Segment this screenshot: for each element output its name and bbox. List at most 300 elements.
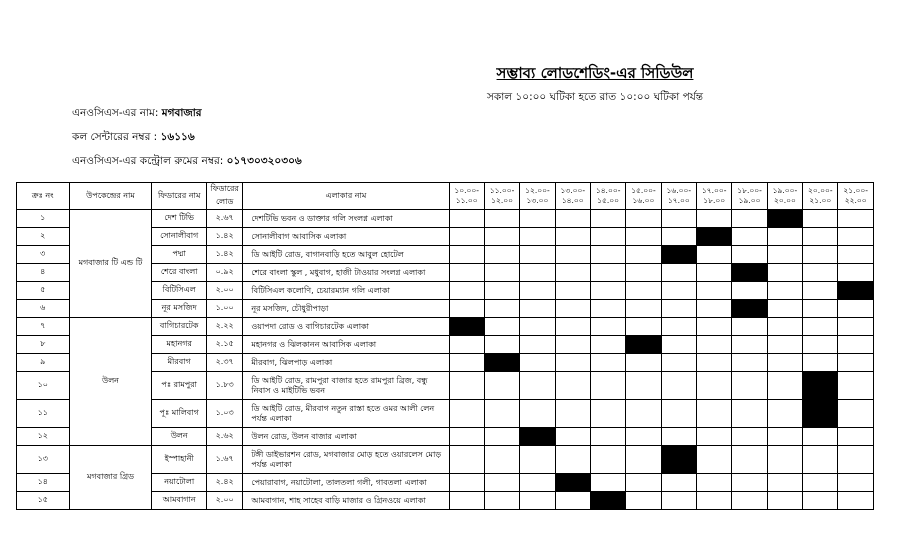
call-center-label: কল সেন্টারের নম্বর : bbox=[72, 131, 158, 143]
header-time-slot bbox=[555, 183, 590, 210]
feeder-cell: উলন bbox=[152, 428, 207, 446]
slot-cell bbox=[697, 246, 732, 264]
slot-cell bbox=[449, 282, 484, 300]
time-slot-end: ১৬.০০ bbox=[632, 196, 655, 205]
slot-cell bbox=[803, 336, 838, 354]
slot-cell bbox=[697, 372, 732, 400]
slot-cell bbox=[661, 400, 696, 428]
slot-cell bbox=[520, 318, 555, 336]
header-time-slot bbox=[590, 183, 625, 210]
slot-cell bbox=[484, 428, 519, 446]
slot-cell bbox=[484, 210, 519, 228]
shed-slot-cell bbox=[626, 336, 661, 354]
slot-cell bbox=[838, 446, 874, 474]
slot-cell bbox=[803, 446, 838, 474]
slot-cell bbox=[838, 246, 874, 264]
time-slot-end: ২২.০০ bbox=[844, 196, 867, 205]
shed-slot-cell bbox=[590, 492, 625, 510]
header-time-slot bbox=[626, 183, 661, 210]
feeder-cell: আমবাগান bbox=[152, 492, 207, 510]
shed-slot-cell bbox=[803, 400, 838, 428]
area-cell: নূর মসজিদ, চৌধুরীপাড়া bbox=[243, 300, 449, 318]
slot-cell bbox=[838, 210, 874, 228]
table-row bbox=[17, 446, 874, 474]
slot-cell bbox=[555, 264, 590, 282]
time-slot-start: ১১.০০- bbox=[489, 186, 515, 195]
slot-cell bbox=[697, 318, 732, 336]
slot-cell bbox=[484, 492, 519, 510]
slot-cell bbox=[590, 210, 625, 228]
time-slot-start: ১৮.০০- bbox=[737, 186, 762, 195]
feeder-cell: বিটিসিএল bbox=[152, 282, 207, 300]
slot-cell bbox=[449, 336, 484, 354]
slot-cell bbox=[838, 264, 874, 282]
load-cell: ১.৪২ bbox=[206, 246, 242, 264]
slot-cell bbox=[555, 210, 590, 228]
table-row bbox=[17, 318, 874, 336]
slot-cell bbox=[661, 264, 696, 282]
slot-cell bbox=[626, 228, 661, 246]
slot-cell bbox=[697, 210, 732, 228]
control-room-value: ০১৭৩০৩২০৩০৬ bbox=[226, 155, 302, 167]
feeder-cell: মীরবাগ bbox=[152, 354, 207, 372]
slot-cell bbox=[484, 474, 519, 492]
slot-cell bbox=[838, 318, 874, 336]
control-room-label: এনওসিএস-এর কন্ট্রোল রুমের নম্বর: bbox=[72, 155, 224, 167]
call-center-value: ১৬১১৬ bbox=[160, 131, 195, 143]
area-cell: মহানগর ও ঝিলকানন আবাসিক এলাকা bbox=[243, 336, 449, 354]
area-cell: টঙ্গী ডাইভারশন রোড, মগবাজার মোড় হতে ওয়ারলেস মোড় পর্যন্ত এলাকা bbox=[243, 446, 449, 474]
area-cell: সোনালীবাগ আবাসিক এলাকা bbox=[243, 228, 449, 246]
slot-cell bbox=[484, 300, 519, 318]
slot-cell bbox=[767, 492, 802, 510]
time-slot-start: ১০.০০- bbox=[454, 186, 479, 195]
serial-cell: ১৫ bbox=[17, 492, 70, 510]
schedule-title-block bbox=[300, 62, 890, 107]
slot-cell bbox=[590, 428, 625, 446]
slot-cell bbox=[661, 282, 696, 300]
slot-cell bbox=[626, 282, 661, 300]
load-cell: ২.৩৭ bbox=[206, 354, 242, 372]
shed-slot-cell bbox=[803, 372, 838, 400]
slot-cell bbox=[484, 264, 519, 282]
slot-cell bbox=[449, 372, 484, 400]
serial-cell: ৮ bbox=[17, 336, 70, 354]
slot-cell bbox=[767, 474, 802, 492]
slot-cell bbox=[520, 372, 555, 400]
slot-cell bbox=[732, 492, 767, 510]
slot-cell bbox=[590, 336, 625, 354]
header-time-slot bbox=[697, 183, 732, 210]
slot-cell bbox=[767, 282, 802, 300]
slot-cell bbox=[697, 446, 732, 474]
serial-cell: ১০ bbox=[17, 372, 70, 400]
load-cell: ১.৮৩ bbox=[206, 372, 242, 400]
slot-cell bbox=[555, 372, 590, 400]
time-slot-start: ১৩.০০- bbox=[560, 186, 586, 195]
slot-cell bbox=[767, 400, 802, 428]
slot-cell bbox=[555, 428, 590, 446]
slot-cell bbox=[555, 300, 590, 318]
area-cell: ওয়াপদা রোড ও বাগিচারটেক এলাকা bbox=[243, 318, 449, 336]
substation-cell: মগবাজার গ্রিড bbox=[69, 446, 152, 510]
nocs-name-line bbox=[72, 106, 202, 123]
area-cell: বিটিসিএল কলোণি, চেয়ারম্যান গলি এলাকা bbox=[243, 282, 449, 300]
slot-cell bbox=[590, 318, 625, 336]
slot-cell bbox=[697, 474, 732, 492]
slot-cell bbox=[732, 336, 767, 354]
slot-cell bbox=[626, 372, 661, 400]
serial-cell: ১ bbox=[17, 210, 70, 228]
slot-cell bbox=[803, 492, 838, 510]
slot-cell bbox=[803, 318, 838, 336]
slot-cell bbox=[767, 246, 802, 264]
header-time-slot bbox=[484, 183, 519, 210]
slot-cell bbox=[520, 336, 555, 354]
loadshedding-table bbox=[16, 182, 874, 510]
shed-slot-cell bbox=[520, 428, 555, 446]
feeder-cell: পূঃ মালিবাগ bbox=[152, 400, 207, 428]
slot-cell bbox=[520, 354, 555, 372]
area-cell: দেশটিভি ভবন ও ডাক্তার গলি সংলগ্ন এলাকা bbox=[243, 210, 449, 228]
load-cell: ১.০০ bbox=[206, 300, 242, 318]
slot-cell bbox=[590, 354, 625, 372]
table-row bbox=[17, 210, 874, 228]
serial-cell: ৪ bbox=[17, 264, 70, 282]
time-slot-end: ১৯.০০ bbox=[738, 196, 761, 205]
slot-cell bbox=[767, 372, 802, 400]
slot-cell bbox=[626, 400, 661, 428]
time-slot-start: ১৯.০০- bbox=[772, 186, 798, 195]
slot-cell bbox=[767, 428, 802, 446]
nocs-name-value: মগবাজার bbox=[161, 107, 202, 119]
page-title: সম্ভাব্য লোডশেডিং-এর সিডিউল bbox=[496, 64, 694, 82]
slot-cell bbox=[838, 336, 874, 354]
time-slot-end: ২০.০০ bbox=[773, 196, 796, 205]
slot-cell bbox=[520, 300, 555, 318]
slot-cell bbox=[697, 428, 732, 446]
slot-cell bbox=[449, 246, 484, 264]
slot-cell bbox=[732, 228, 767, 246]
slot-cell bbox=[697, 336, 732, 354]
time-slot-end: ১২.০০ bbox=[491, 196, 513, 205]
slot-cell bbox=[520, 446, 555, 474]
serial-cell: ১১ bbox=[17, 400, 70, 428]
area-cell: মীরবাগ, ঝিলপাড় এলাকা bbox=[243, 354, 449, 372]
time-slot-end: ১৮.০০ bbox=[703, 196, 726, 205]
slot-cell bbox=[590, 264, 625, 282]
slot-cell bbox=[555, 354, 590, 372]
slot-cell bbox=[449, 354, 484, 372]
feeder-cell: নূর মসজিদ bbox=[152, 300, 207, 318]
header-time-slot bbox=[838, 183, 874, 210]
slot-cell bbox=[661, 372, 696, 400]
serial-cell: ২ bbox=[17, 228, 70, 246]
slot-cell bbox=[697, 300, 732, 318]
slot-cell bbox=[555, 228, 590, 246]
slot-cell bbox=[767, 264, 802, 282]
call-center-line bbox=[72, 130, 195, 147]
slot-cell bbox=[661, 492, 696, 510]
slot-cell bbox=[732, 428, 767, 446]
substation-cell: মগবাজার টি এন্ড টি bbox=[69, 210, 152, 318]
shed-slot-cell bbox=[661, 246, 696, 264]
slot-cell bbox=[697, 264, 732, 282]
nocs-name-label: এনওসিএস-এর নাম: bbox=[72, 107, 159, 119]
header-time-slot bbox=[661, 183, 696, 210]
slot-cell bbox=[838, 474, 874, 492]
slot-cell bbox=[449, 428, 484, 446]
feeder-cell: সোনালীবাগ bbox=[152, 228, 207, 246]
load-cell: ২.৬৭ bbox=[206, 210, 242, 228]
load-cell: ২.২২ bbox=[206, 318, 242, 336]
time-slot-start: ১৭.০০- bbox=[701, 186, 727, 195]
slot-cell bbox=[520, 400, 555, 428]
time-slot-start: ১২.০০- bbox=[525, 186, 550, 195]
slot-cell bbox=[838, 492, 874, 510]
slot-cell bbox=[449, 400, 484, 428]
area-cell: ডি আইটি রোড, রামপুরা বাজার হতে রামপুরা ব্রিজ, বন্ধু নিবাস ও মাইটিভি ভবন bbox=[243, 372, 449, 400]
slot-cell bbox=[626, 210, 661, 228]
load-cell: ২.১৫ bbox=[206, 336, 242, 354]
feeder-cell: মহানগর bbox=[152, 336, 207, 354]
slot-cell bbox=[555, 318, 590, 336]
slot-cell bbox=[484, 246, 519, 264]
slot-cell bbox=[520, 246, 555, 264]
load-cell: ২.০০ bbox=[206, 492, 242, 510]
feeder-cell: পদ্মা bbox=[152, 246, 207, 264]
slot-cell bbox=[484, 400, 519, 428]
slot-cell bbox=[626, 428, 661, 446]
feeder-cell: পঃ রামপুরা bbox=[152, 372, 207, 400]
slot-cell bbox=[520, 264, 555, 282]
slot-cell bbox=[803, 210, 838, 228]
time-slot-end: ১৫.০০ bbox=[597, 196, 620, 205]
slot-cell bbox=[838, 372, 874, 400]
slot-cell bbox=[626, 264, 661, 282]
serial-cell: ১২ bbox=[17, 428, 70, 446]
slot-cell bbox=[520, 492, 555, 510]
serial-cell: ৩ bbox=[17, 246, 70, 264]
load-cell: ১.০৩ bbox=[206, 400, 242, 428]
load-cell: ২.৬২ bbox=[206, 428, 242, 446]
time-slot-end: ১১.০০ bbox=[455, 196, 478, 205]
slot-cell bbox=[697, 400, 732, 428]
slot-cell bbox=[590, 282, 625, 300]
serial-cell: ১৩ bbox=[17, 446, 70, 474]
slot-cell bbox=[626, 492, 661, 510]
serial-cell: ১৪ bbox=[17, 474, 70, 492]
slot-cell bbox=[767, 446, 802, 474]
slot-cell bbox=[449, 210, 484, 228]
slot-cell bbox=[661, 300, 696, 318]
slot-cell bbox=[661, 228, 696, 246]
slot-cell bbox=[661, 428, 696, 446]
shed-slot-cell bbox=[555, 474, 590, 492]
slot-cell bbox=[449, 446, 484, 474]
slot-cell bbox=[484, 446, 519, 474]
shed-slot-cell bbox=[484, 354, 519, 372]
shed-slot-cell bbox=[732, 300, 767, 318]
slot-cell bbox=[626, 474, 661, 492]
shed-slot-cell bbox=[697, 228, 732, 246]
header-serial: ক্রঃ নং bbox=[17, 183, 70, 210]
area-cell: ডি আইটি রোড, মীরবাগ নতুন রাস্তা হতে ওমর আলী লেন পর্যন্ত এলাকা bbox=[243, 400, 449, 428]
slot-cell bbox=[732, 318, 767, 336]
serial-cell: ৫ bbox=[17, 282, 70, 300]
slot-cell bbox=[520, 228, 555, 246]
page-subtitle: সকাল ১০:০০ ঘটিকা হতে রাত ১০:০০ ঘটিকা পর্যন্ত bbox=[486, 91, 704, 103]
slot-cell bbox=[732, 282, 767, 300]
slot-cell bbox=[484, 318, 519, 336]
slot-cell bbox=[838, 428, 874, 446]
header-substation: উপকেন্দ্রের নাম bbox=[69, 183, 152, 210]
time-slot-start: ১৪.০০- bbox=[595, 186, 621, 195]
slot-cell bbox=[803, 246, 838, 264]
header-time-slot bbox=[767, 183, 802, 210]
slot-cell bbox=[803, 300, 838, 318]
shed-slot-cell bbox=[449, 318, 484, 336]
header-time-slot bbox=[803, 183, 838, 210]
slot-cell bbox=[590, 474, 625, 492]
serial-cell: ৭ bbox=[17, 318, 70, 336]
slot-cell bbox=[803, 354, 838, 372]
slot-cell bbox=[661, 474, 696, 492]
time-slot-start: ১৬.০০- bbox=[666, 186, 692, 195]
slot-cell bbox=[697, 354, 732, 372]
slot-cell bbox=[555, 246, 590, 264]
feeder-cell: শেরে বাংলা bbox=[152, 264, 207, 282]
slot-cell bbox=[484, 372, 519, 400]
slot-cell bbox=[767, 354, 802, 372]
slot-cell bbox=[803, 428, 838, 446]
slot-cell bbox=[732, 400, 767, 428]
slot-cell bbox=[838, 400, 874, 428]
time-slot-start: ২১.০০- bbox=[843, 186, 869, 195]
slot-cell bbox=[590, 446, 625, 474]
header-time-slot bbox=[449, 183, 484, 210]
time-slot-end: ১৪.০০ bbox=[561, 196, 584, 205]
slot-cell bbox=[732, 372, 767, 400]
slot-cell bbox=[767, 336, 802, 354]
serial-cell: ৬ bbox=[17, 300, 70, 318]
slot-cell bbox=[590, 300, 625, 318]
header-feeder: ফিডারের নাম bbox=[152, 183, 207, 210]
area-cell: আমবাগান, শাহ সাহেব বাড়ি মাজার ও গ্রিনওয়ে এলাকা bbox=[243, 492, 449, 510]
header-area: এলাকার নাম bbox=[243, 183, 449, 210]
slot-cell bbox=[449, 264, 484, 282]
slot-cell bbox=[590, 246, 625, 264]
table-body bbox=[17, 210, 874, 510]
time-slot-start: ২০.০০- bbox=[807, 186, 833, 195]
shed-slot-cell bbox=[661, 446, 696, 474]
slot-cell bbox=[449, 492, 484, 510]
slot-cell bbox=[767, 300, 802, 318]
slot-cell bbox=[732, 474, 767, 492]
slot-cell bbox=[838, 354, 874, 372]
load-cell: ০.৯২ bbox=[206, 264, 242, 282]
control-room-line bbox=[72, 154, 302, 171]
area-cell: পেয়ারাবাগ, নয়াটোলা, তালতলা গলী, গাবতলা এলাকা bbox=[243, 474, 449, 492]
time-slot-end: ২১.০০ bbox=[809, 196, 832, 205]
feeder-cell: ইস্পাহানী bbox=[152, 446, 207, 474]
slot-cell bbox=[484, 336, 519, 354]
slot-cell bbox=[732, 246, 767, 264]
slot-cell bbox=[555, 336, 590, 354]
slot-cell bbox=[449, 228, 484, 246]
slot-cell bbox=[626, 446, 661, 474]
table-header-row bbox=[17, 183, 874, 210]
slot-cell bbox=[803, 474, 838, 492]
slot-cell bbox=[555, 400, 590, 428]
area-cell: উলন রোড, উলন বাজার এলাকা bbox=[243, 428, 449, 446]
slot-cell bbox=[697, 282, 732, 300]
slot-cell bbox=[590, 372, 625, 400]
feeder-cell: নয়াটোলা bbox=[152, 474, 207, 492]
slot-cell bbox=[732, 210, 767, 228]
shed-slot-cell bbox=[732, 264, 767, 282]
serial-cell: ৯ bbox=[17, 354, 70, 372]
header-time-slot bbox=[520, 183, 555, 210]
time-slot-end: ১৭.০০ bbox=[667, 196, 690, 205]
slot-cell bbox=[732, 446, 767, 474]
slot-cell bbox=[626, 318, 661, 336]
slot-cell bbox=[697, 492, 732, 510]
slot-cell bbox=[555, 446, 590, 474]
slot-cell bbox=[449, 474, 484, 492]
time-slot-start: ১৫.০০- bbox=[631, 186, 656, 195]
slot-cell bbox=[732, 354, 767, 372]
slot-cell bbox=[590, 228, 625, 246]
slot-cell bbox=[803, 228, 838, 246]
slot-cell bbox=[555, 282, 590, 300]
slot-cell bbox=[661, 210, 696, 228]
load-cell: ১.৬৭ bbox=[206, 446, 242, 474]
substation-cell: উলন bbox=[69, 318, 152, 446]
slot-cell bbox=[661, 318, 696, 336]
load-cell: ২.৪২ bbox=[206, 474, 242, 492]
slot-cell bbox=[626, 246, 661, 264]
area-cell: ডি আইটি রোড, বাগানবাড়ি হতে আবুল হোটেল bbox=[243, 246, 449, 264]
slot-cell bbox=[661, 336, 696, 354]
header-time-slot bbox=[732, 183, 767, 210]
slot-cell bbox=[838, 228, 874, 246]
load-cell: ১.৪২ bbox=[206, 228, 242, 246]
load-cell: ২.০০ bbox=[206, 282, 242, 300]
slot-cell bbox=[803, 264, 838, 282]
slot-cell bbox=[484, 282, 519, 300]
slot-cell bbox=[484, 228, 519, 246]
header-load: ফিডারের লোড bbox=[206, 183, 242, 210]
slot-cell bbox=[626, 354, 661, 372]
slot-cell bbox=[590, 400, 625, 428]
slot-cell bbox=[520, 210, 555, 228]
area-cell: শেরে বাংলা স্কুল , মধুবাগ, হাজী টাওয়ার সংলগ্ন এলাকা bbox=[243, 264, 449, 282]
shed-slot-cell bbox=[838, 282, 874, 300]
feeder-cell: বাগিচারটেক bbox=[152, 318, 207, 336]
slot-cell bbox=[520, 282, 555, 300]
slot-cell bbox=[661, 354, 696, 372]
slot-cell bbox=[838, 300, 874, 318]
time-slot-end: ১৩.০০ bbox=[526, 196, 549, 205]
slot-cell bbox=[555, 492, 590, 510]
slot-cell bbox=[803, 282, 838, 300]
slot-cell bbox=[449, 300, 484, 318]
slot-cell bbox=[520, 474, 555, 492]
feeder-cell: দেশ টিভি bbox=[152, 210, 207, 228]
shed-slot-cell bbox=[767, 210, 802, 228]
slot-cell bbox=[767, 228, 802, 246]
